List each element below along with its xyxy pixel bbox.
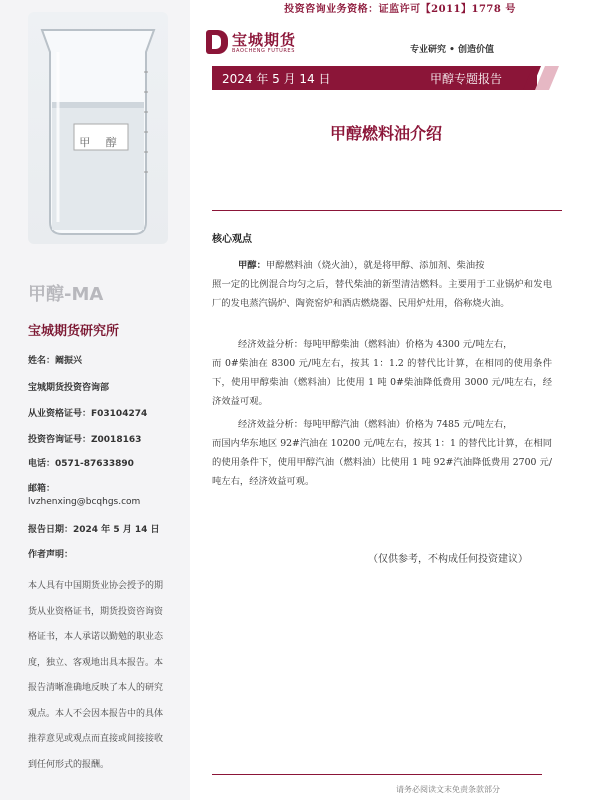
paragraph-gasoline-analysis — [212, 415, 552, 491]
paragraph-text: 而 0#柴油在 8300 元/吨左右，按其 1：1.2 的替代比计算，在相同的使用条件下，使用甲醇柴油（燃料油）比使用 1 吨 0#柴油降低费用 3000 元/吨左右，经济效益可观。 — [212, 358, 552, 407]
author-name: 姓名：阚振兴 — [28, 356, 83, 366]
beaker-illustration — [28, 12, 168, 244]
paragraph-text: 而国内华东地区 92#汽油在 10200 元/吨左右，按其 1：1 的替代比计算，在相同的使用条件下，使用甲醇汽油（燃料油）比使用 1 吨 92#汽油降低费用 2700 元/吨左右，经济效益可观。 — [212, 438, 552, 487]
email-label: 邮箱： — [28, 484, 56, 494]
report-date-banner: 2024 年 5 月 14 日 — [222, 72, 331, 86]
divider — [212, 210, 562, 211]
beaker-label: 甲 醇 — [79, 136, 123, 149]
paragraph-methanol — [212, 256, 552, 313]
paragraph-lead: 甲醇： — [238, 260, 266, 271]
product-name: 甲醇-MA — [28, 284, 104, 305]
section-heading: 核心观点 — [212, 234, 252, 245]
company-name-en: BAOCHENG FUTURES — [232, 48, 295, 54]
disclaimer-note: （仅供参考，不构成任何投资建议） — [368, 554, 528, 565]
paragraph-diesel-analysis — [212, 335, 552, 411]
qualification-line: 投资咨询业务资格：证监许可【2011】1778 号 — [284, 4, 516, 15]
footer-notice: 请务必阅读文末免责条款部分 — [396, 785, 500, 794]
sidebar — [0, 0, 190, 800]
company-name: 宝城期货 — [232, 31, 297, 49]
author-statement-label: 作者声明： — [28, 550, 74, 560]
page-title: 甲醇燃料油介绍 — [329, 124, 442, 143]
institute-name: 宝城期货研究所 — [28, 324, 120, 339]
logo-icon — [206, 30, 228, 54]
paragraph-text: 甲醇燃料油（烧火油），就是将甲醇、添加剂、柴油按 — [265, 260, 485, 271]
paragraph-text: 照一定的比例混合均匀之后，替代柴油的新型清洁燃料。主要用于工业锅炉和发电厂的发电蒸汽锅炉、陶瓷窑炉和酒店燃烧器、民用炉灶用，俗称烧火油。 — [212, 279, 552, 309]
department: 宝城期货投资咨询部 — [28, 383, 110, 393]
divider — [212, 774, 542, 775]
paragraph-text: 经济效益分析：每吨甲醇柴油（燃料油）价格为 4300 元/吨左右， — [238, 339, 513, 350]
license-number: 从业资格证号：F03104274 — [28, 409, 148, 419]
advisory-number: 投资咨询证号：Z0018163 — [28, 435, 142, 445]
paragraph-text: 经济效益分析：每吨甲醇汽油（燃料油）价格为 7485 元/吨左右， — [238, 419, 513, 430]
author-disclaimer: 本人具有中国期货业协会授予的期货从业资格证书，期货投资咨询资格证书，本人承诺以勤勉的职业态度，独立、客观地出具本报告。本报告清晰准确地反映了本人的研究观点。本人不会因本报告中的具体推荐意见或观点而直接或间接接收到任何形式的报酬。 — [28, 581, 164, 770]
report-date: 报告日期：2024 年 5 月 14 日 — [28, 525, 160, 535]
slogan: 专业研究 • 创造价值 — [410, 45, 495, 55]
company-logo — [206, 28, 316, 58]
beaker-image — [28, 12, 168, 244]
banner-stripes-icon — [519, 66, 559, 90]
phone-number: 电话：0571-87633890 — [28, 459, 134, 469]
report-type: 甲醇专题报告 — [430, 72, 503, 86]
email-address[interactable]: lvzhenxing@bcqhgs.com — [28, 497, 141, 507]
